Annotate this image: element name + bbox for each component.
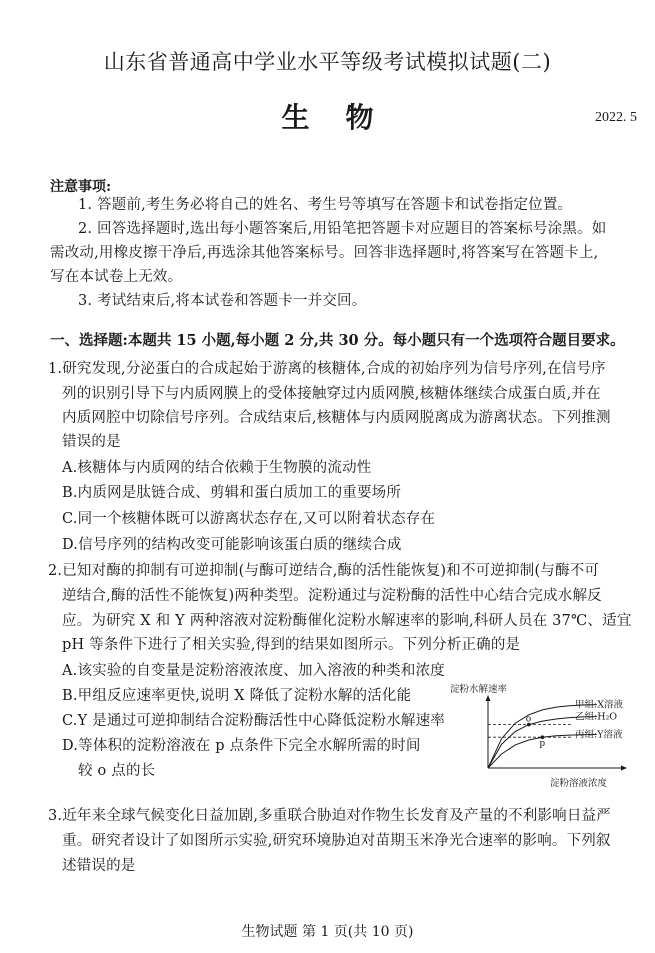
q1-option-a: A.核糖体与内质网的结合依赖于生物膜的流动性 [62,460,372,476]
q1-line-3: 内质网腔中切除信号序列。合成结束后,核糖体与内质网脱离成为游离状态。下列推测 [62,410,611,426]
section-heading: 一、选择题:本题共 15 小题,每小题 2 分,共 30 分。每小题只有一个选项符合题目要求。 [50,332,625,349]
notice-heading: 注意事项: [50,179,112,195]
q2-line-3: 应。为研究 X 和 Y 两种溶液对淀粉酶催化淀粉水解速率的影响,科研人员在 37℃、适宜 [62,613,632,629]
subject-title: 生物 [281,101,410,134]
x-axis-arrow [621,766,627,771]
notice-item-2-line-1: 2. 回答选择题时,选出每小题答案后,用铅笔把答题卡对应题目的答案标号涂黑。如 [78,221,607,237]
y-axis-label: 淀粉水解速率 [450,684,508,695]
q1-option-d: D.信号序列的结构改变可能影响该蛋白质的继续合成 [62,537,402,553]
q2-option-b: B.甲组反应速率更快,说明 X 降低了淀粉水解的活化能 [62,688,412,704]
q2-line-4: pH 等条件下进行了相关实验,得到的结果如图所示。下列分析正确的是 [62,637,521,653]
exam-date: 2022. 5 [595,110,637,125]
point-label-p: p [539,739,546,750]
rate-chart [448,682,648,792]
q1-option-b: B.内质网是肽链合成、剪辑和蛋白质加工的重要场所 [62,485,402,501]
x-axis-label: 淀粉溶液浓度 [550,778,608,789]
q1-line-4: 错误的是 [62,434,121,450]
notice-item-3: 3. 考试结束后,将本试卷和答题卡一并交回。 [78,293,367,309]
y-axis-arrow [486,695,491,701]
q2-line-1: 2.已知对酶的抑制有可逆抑制(与酶可逆结合,酶的活性能恢复)和不可逆抑制(与酶不可 [48,563,600,579]
series-label-2: 乙组:H₂O [575,711,618,723]
q1-line-2: 列的识别引导下与内质网膜上的受体接触穿过内质网膜,核糖体继续合成蛋白质,并在 [62,386,601,402]
q1-option-c: C.同一个核糖体既可以游离状态存在,又可以附着状态存在 [62,511,436,527]
series-label-1: 甲组:X溶液 [575,699,623,711]
notice-item-2-line-2: 需改动,用橡皮擦干净后,再选涂其他答案标号。回答非选择题时,将答案写在答题卡上, [50,245,599,261]
q1-line-1: 1.研究发现,分泌蛋白的合成起始于游离的核糖体,合成的初始序列为信号序列,在信号序 [48,361,606,377]
q3-line-3: 述错误的是 [62,858,136,874]
q2-option-a: A.该实验的自变量是淀粉溶液浓度、加入溶液的种类和浓度 [62,663,445,679]
q3-line-2: 重。研究者设计了如图所示实验,研究环境胁迫对苗期玉米净光合速率的影响。下列叙 [62,833,611,849]
notice-item-1: 1. 答题前,考生务必将自己的姓名、考生号等填写在答题卡和试卷指定位置。 [78,197,573,213]
q2-option-d-line-2: 较 o 点的长 [78,763,156,779]
exam-title: 山东省普通高中学业水平等级考试模拟试题(二) [103,50,552,74]
notice-item-2-line-3: 写在本试卷上无效。 [50,269,183,285]
q3-line-1: 3.近年来全球气候变化日益加剧,多重联合胁迫对作物生长发育及产量的不利影响日益严 [48,808,611,824]
q2-line-2: 逆结合,酶的活性不能恢复)两种类型。淀粉通过与淀粉酶的活性中心结合完成水解反 [62,588,602,604]
q2-option-c: C.Y 是通过可逆抑制结合淀粉酶活性中心降低淀粉水解速率 [62,713,445,729]
q2-option-d-line-1: D.等体积的淀粉溶液在 p 点条件下完全水解所需的时间 [62,738,421,754]
point-label-o: o [525,714,532,725]
page-footer: 生物试题 第 1 页(共 10 页) [241,924,414,940]
series-label-3: 丙组:Y溶液 [575,729,623,741]
